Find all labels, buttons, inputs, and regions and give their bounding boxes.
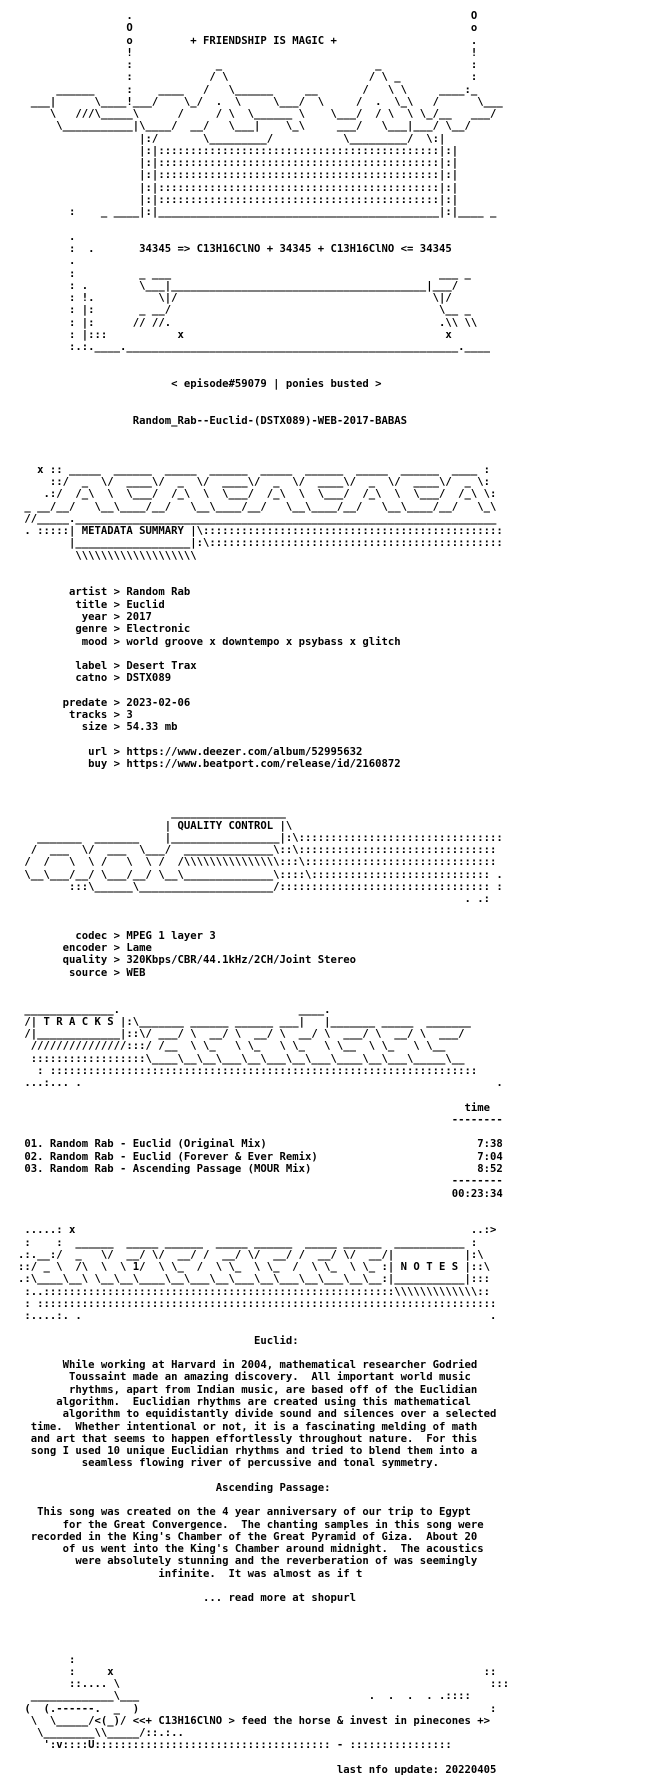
nfo-line: url > https://www.deezer.com/album/52995632: [18, 745, 363, 758]
nfo-line: \\\\\\\\\\\\\\\\\\\: [18, 549, 197, 562]
nfo-line: \ \_____/<(_)/ <<+ C13H16ClNO > feed the horse & invest in pinecones +>: [18, 1714, 490, 1727]
nfo-line: \__\___/__/ \___/__/ \__\______________\::::\:::::::::::::::::::::::::::: .: [18, 868, 503, 881]
nfo-line: : _ ____|:|____________________________________________|:|____ _: [18, 206, 497, 219]
nfo-line: ( (.------. _ ) :: [18, 1702, 497, 1715]
nfo-line: _ __/__/ \__\____/__/ \__\____/__/ \__\____/__/ \__\____/__/ \_\: [18, 500, 497, 513]
nfo-line: .: [18, 255, 76, 268]
nfo-line: : ::::::::::::::::::::::::::::::::::::::::::::::::::::::::::::::::::::::::: [18, 1297, 497, 1310]
nfo-line: ::/ _ \/ ____\/ _ \/ ____\/ _ \/ ____\/ _ \/ ____\/ _ \:: [18, 476, 490, 489]
nfo-line: : |: _ __/ \__ _: [18, 304, 471, 317]
nfo-line: ______ : ____ / \______ __ / \ \ ____:_: [18, 83, 478, 96]
nfo-line: ______________. ____.: [18, 1003, 331, 1016]
nfo-line: .: [18, 230, 76, 243]
nfo-line: //_____.__________________________________________________________________: [18, 512, 497, 525]
nfo-line: ':v::::U::::::::::::::::::::::::::::::::::::: - ::::::::::::::::: [18, 1739, 452, 1752]
nfo-line: This song was created on the 4 year anniversary of our trip to Egypt: [18, 1506, 471, 1519]
nfo-line: .:\____\__\ \__\__\____\__\___\__\___\__\___\__\___\__\__:|___________|:::: [18, 1273, 490, 1286]
nfo-line: --------: [18, 1175, 503, 1188]
nfo-line: .:.__:/ _ \/ __/ \/ __/ / __/ \/ __/ / __/ \/ __/| |:\: [18, 1248, 484, 1261]
nfo-line: \________\\_____/::.:..: [18, 1727, 184, 1740]
nfo-line: :.:.____.____________________________________________________.____: [18, 341, 490, 354]
nfo-line: \___________|\____/ __/ \___| \_\ ___/ \___|___/ \__/: [18, 120, 471, 133]
nfo-line: tracks > 3: [18, 709, 133, 722]
nfo-line: were absolutely stunning and the reverberation of was seemingly: [18, 1555, 478, 1568]
nfo-line: |:|::::::::::::::::::::::::::::::::::::::::::::|:|: [18, 193, 459, 206]
nfo-line: time: [18, 1101, 490, 1114]
nfo-document: [18, 10, 638, 1780]
nfo-line: Random_Rab--Euclid-(DSTX089)-WEB-2017-BABAS: [18, 414, 408, 427]
nfo-line: :: [18, 1653, 76, 1666]
nfo-line: size > 54.33 mb: [18, 721, 178, 734]
nfo-line: : |: // //. .\\ \\: [18, 316, 478, 329]
nfo-line: Ascending Passage:: [18, 1481, 331, 1494]
nfo-line: :....:. . .: [18, 1310, 497, 1323]
nfo-line: / ___ \/ ___ \___/ ______________\::\:::::::::::::::::::::::::::::::: [18, 844, 497, 857]
nfo-line: : !. \|/ \|/: [18, 292, 452, 305]
nfo-line: ::.... \ :::: [18, 1678, 510, 1691]
nfo-line: : / \ / \ _ :: [18, 71, 478, 84]
nfo-line: 01. Random Rab - Euclid (Original Mix) 7:38: [18, 1138, 503, 1151]
nfo-line: last nfo update: 20220405: [18, 1763, 497, 1776]
nfo-line: quality > 320Kbps/CBR/44.1kHz/2CH/Joint Stereo: [18, 954, 357, 967]
nfo-line: predate > 2023-02-06: [18, 696, 191, 709]
nfo-line: /| T R A C K S |:\_______ ______ ______ ___| |_______ _____ _______: [18, 1015, 471, 1028]
nfo-line: . :::::| METADATA SUMMARY |\:::::::::::::::::::::::::::::::::::::::::::::::: [18, 525, 503, 538]
nfo-line: of us went into the King's Chamber around midnight. The acoustics: [18, 1543, 484, 1556]
nfo-line: time. Whether intentional or not, it is a fascinating melding of math: [18, 1420, 478, 1433]
nfo-line: mood > world groove x downtempo x psybass x glitch: [18, 635, 401, 648]
nfo-line: : . \___|________________________________________|___/: [18, 279, 459, 292]
nfo-line: |:|::::::::::::::::::::::::::::::::::::::::::::|:|: [18, 144, 459, 157]
nfo-line: source > WEB: [18, 966, 146, 979]
nfo-line: 03. Random Rab - Ascending Passage (MOUR Mix) 8:52: [18, 1162, 503, 1175]
nfo-line: o + FRIENDSHIP IS MAGIC + .: [18, 34, 478, 47]
nfo-line: codec > MPEG 1 layer 3: [18, 929, 216, 942]
nfo-text: [18, 10, 638, 1776]
nfo-line: __________________: [18, 807, 286, 820]
nfo-line: :::\______\_____________________/::::::::::::::::::::::::::::::::: :: [18, 880, 503, 893]
nfo-line: ::::::::::::::::::\____\__\__\___\__\___\__\___\____\__\___\_____\__: [18, 1052, 465, 1065]
nfo-line: seamless flowing river of percussive and tonal symmetry.: [18, 1457, 439, 1470]
nfo-line: : _ ___ ___ _: [18, 267, 471, 280]
nfo-line: rhythms, apart from Indian music, are based off of the Euclidian: [18, 1383, 478, 1396]
nfo-line: --------: [18, 1113, 503, 1126]
nfo-line: |:/ \_________/ \_________/ \:|: [18, 132, 446, 145]
nfo-line: .:/ /_\ \ \___/ /_\ \ \___/ /_\ \ \___/ /_\ \ \___/ /_\ \:: [18, 488, 497, 501]
nfo-line: ___| \____!___/ \_/ . \ \___/ \ / . \_\ / \___: [18, 95, 503, 108]
nfo-line: : x ::: [18, 1665, 497, 1678]
nfo-line: ...:... . .: [18, 1077, 503, 1090]
nfo-line: |:|::::::::::::::::::::::::::::::::::::::::::::|:|: [18, 169, 459, 182]
nfo-line: song I used 10 unique Euclidian rhythms and tried to blend them into a: [18, 1445, 478, 1458]
nfo-line: ::/ _ \ /\ \ \ 1/ \ \_ / \ \_ \ \_ / \ \_ \ \_ :| N O T E S |::\: [18, 1261, 490, 1274]
nfo-line: /|_____________|::\/ ___/ \ __/ \ __/ \ __/ \ ___/ \ __/ \ ___/: [18, 1028, 465, 1041]
nfo-line: \ ///\_____\ / / \ \______ \ \___/ / \ \ \_/__ ___/: [18, 108, 497, 121]
nfo-line: 00:23:34: [18, 1187, 503, 1200]
nfo-line: infinite. It was almost as if t: [18, 1567, 363, 1580]
nfo-line: _______ _______ |_________________|:\::::::::::::::::::::::::::::::::: [18, 831, 503, 844]
nfo-line: ///////////////:::/ /__ \ \_ \ \_ \ \_ \ \__ \ \_ \ \__: [18, 1040, 446, 1053]
nfo-line: | QUALITY CONTROL |\: [18, 819, 293, 832]
nfo-line: .....: x ..:>: [18, 1224, 497, 1237]
nfo-line: encoder > Lame: [18, 942, 152, 955]
nfo-line: year > 2017: [18, 611, 152, 624]
nfo-line: While working at Harvard in 2004, mathematical researcher Godried: [18, 1359, 478, 1372]
nfo-line: :..:::::::::::::::::::::::::::::::::::::::::::::::::::::::\\\\\\\\\\\\\::: [18, 1285, 490, 1298]
nfo-line: title > Euclid: [18, 598, 165, 611]
nfo-line: algorithm to equidistantly divide sound and silences over a selected: [18, 1408, 497, 1421]
nfo-line: genre > Electronic: [18, 623, 191, 636]
nfo-line: < episode#59079 | ponies busted >: [18, 377, 382, 390]
nfo-line: label > Desert Trax: [18, 660, 197, 673]
nfo-line: |__________________|:\::::::::::::::::::::::::::::::::::::::::::::::: [18, 537, 503, 550]
nfo-line: x :: _____ ______ _____ ______ _____ ______ _____ ______ ____ :: [18, 463, 490, 476]
nfo-line: : . 34345 => C13H16ClNO + 34345 + C13H16ClNO <= 34345: [18, 243, 452, 256]
nfo-line: _____________\___ . . . . .::::: [18, 1690, 471, 1703]
nfo-line: for the Great Convergence. The chanting samples in this song were: [18, 1518, 484, 1531]
nfo-line: recorded in the King's Chamber of the Great Pyramid of Giza. About 20: [18, 1530, 478, 1543]
nfo-line: ! !: [18, 46, 478, 59]
nfo-line: : |::: x x: [18, 328, 452, 341]
nfo-line: catno > DSTX089: [18, 672, 172, 685]
nfo-line: |:|::::::::::::::::::::::::::::::::::::::::::::|:|: [18, 157, 459, 170]
nfo-line: : :::::::::::::::::::::::::::::::::::::::::::::::::::::::::::::::::::: [18, 1064, 478, 1077]
nfo-line: Toussaint made an amazing discovery. All important world music: [18, 1371, 471, 1384]
nfo-line: ... read more at shopurl: [18, 1592, 357, 1605]
nfo-line: / / \ \ / \ \ / /\\\\\\\\\\\\\\\:::\::::::::::::::::::::::::::::::: [18, 856, 497, 869]
nfo-line: |:|::::::::::::::::::::::::::::::::::::::::::::|:|: [18, 181, 459, 194]
nfo-line: and art that seems to happen effortlessly throughout nature. For this: [18, 1432, 478, 1445]
nfo-line: : : ______ _____ ______ _____ ______ _____ ______ ___________ :: [18, 1236, 478, 1249]
nfo-line: artist > Random Rab: [18, 586, 191, 599]
nfo-line: buy > https://www.beatport.com/release/id/2160872: [18, 758, 401, 771]
nfo-line: O o: [18, 22, 478, 35]
nfo-line: . .:: [18, 893, 490, 906]
nfo-line: 02. Random Rab - Euclid (Forever & Ever Remix) 7:04: [18, 1150, 503, 1163]
nfo-line: algorithm. Euclidian rhythms are created using this mathematical: [18, 1396, 471, 1409]
nfo-line: . O: [18, 10, 478, 22]
nfo-line: : _ _ :: [18, 59, 478, 72]
nfo-line: Euclid:: [18, 1334, 299, 1347]
